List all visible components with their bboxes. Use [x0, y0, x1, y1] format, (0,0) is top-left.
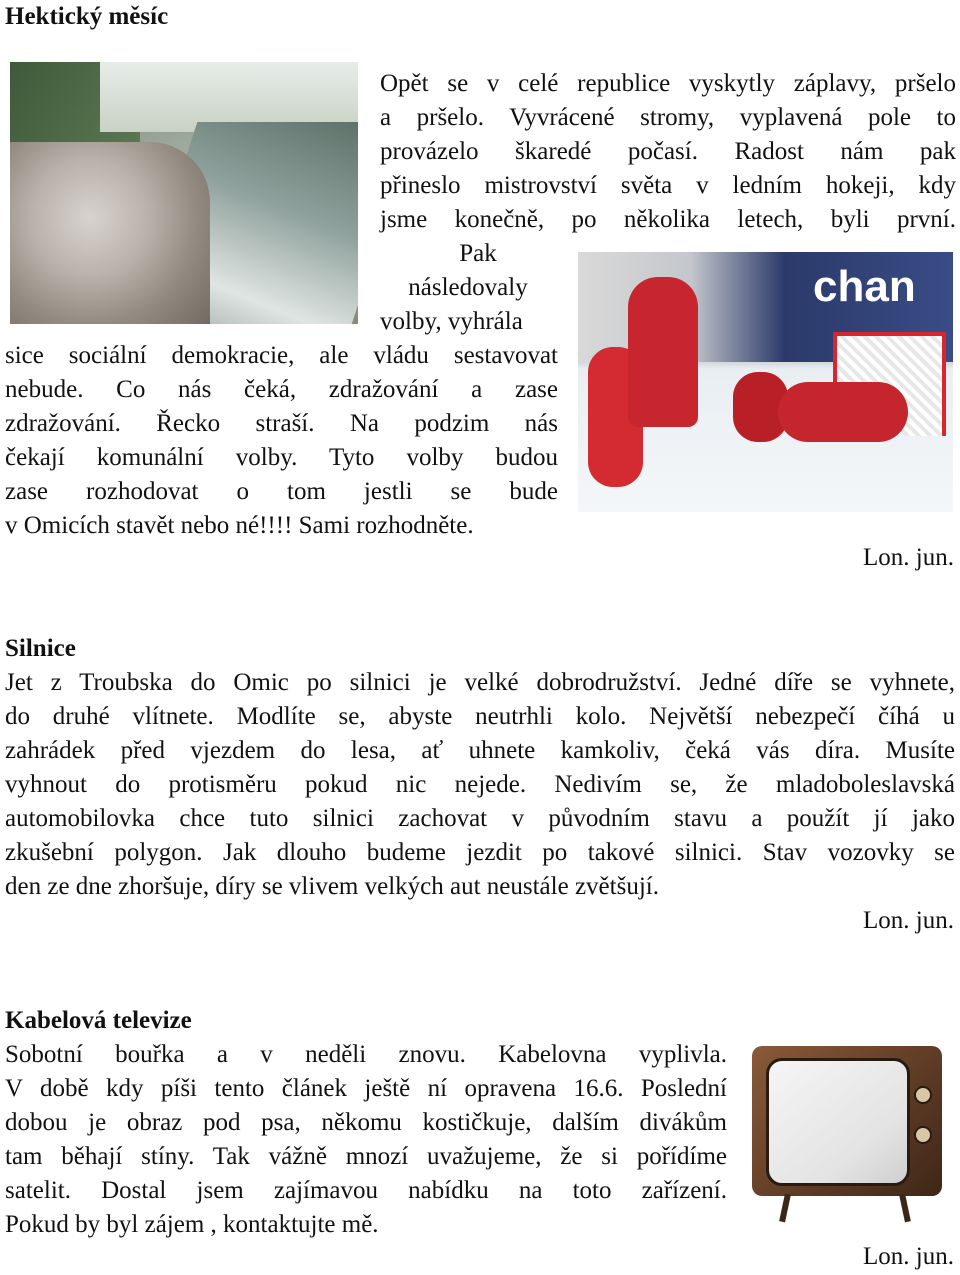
article1-line: nebude. Co nás čeká, zdražování a zase [5, 376, 558, 403]
article1-line: provázelo škaredé počasí. Radost nám pak [380, 138, 956, 165]
article1-signature: Lon. jun. [863, 544, 954, 571]
television-image [752, 1046, 948, 1224]
article1-line: zdražování. Řecko straší. Na podzim nás [5, 410, 558, 437]
article1-line: přineslo mistrovství světa v ledním hokeji, kdy [380, 172, 956, 199]
hockey-board-logo-text: chan [813, 262, 916, 311]
article2-line: zahrádek před vjezdem do lesa, ať uhnete kamkoliv, čeká vás díra. Musíte [5, 737, 955, 764]
article1-line: Opět se v celé republice vyskytly záplavy, pršelo [380, 70, 956, 97]
article2-line: vyhnout do protisměru pokud nic nejede. Nedivím se, že mladoboleslavská [5, 771, 955, 798]
article2-signature: Lon. jun. [863, 907, 954, 934]
article3-line: V době kdy píši tento článek ještě ní opravena 16.6. Poslední [5, 1075, 727, 1102]
article1-line: v Omicích stavět nebo né!!!! Sami rozhodněte. [5, 512, 474, 539]
flood-photo [10, 62, 358, 324]
tv-screen [766, 1058, 910, 1186]
tv-knob-icon [914, 1086, 932, 1104]
article1-line: Pak [459, 240, 497, 267]
article1-line: volby, vyhrála [380, 308, 523, 335]
article3-line: dobou je obraz pod psa, někomu kostičkuje, dalším divákům [5, 1109, 727, 1136]
article2-line: Jet z Troubska do Omic po silnici je velké dobrodružství. Jedné díře se vyhnete, [5, 669, 955, 696]
article1-line: zase rozhodovat o tom jestli se bude [5, 478, 558, 505]
article-title-hekticky-mesic: Hektický měsíc [5, 3, 169, 30]
article2-line: do druhé vlítnete. Modlíte se, abyste neutrhli kolo. Největší nebezpečí číhá u [5, 703, 955, 730]
article3-line: Sobotní bouřka a v neděli znovu. Kabelovna vyplivla. [5, 1041, 727, 1068]
tv-knob-icon [914, 1126, 932, 1144]
article1-line: jsme konečně, po několika letech, byli první. [380, 206, 956, 233]
article2-line: automobilovka chce tuto silnici zachovat v původním stavu a použít jí jako [5, 805, 955, 832]
article-title-kabelova-televize: Kabelová televize [5, 1007, 192, 1034]
article1-line: sice sociální demokracie, ale vládu sestavovat [5, 342, 558, 369]
article2-line: zkušební polygon. Jak dlouho budeme jezdit po takové silnici. Stav vozovky se [5, 839, 955, 866]
article1-line: čekají komunální volby. Tyto volby budou [5, 444, 558, 471]
article3-signature: Lon. jun. [863, 1243, 954, 1270]
article-title-silnice: Silnice [5, 635, 76, 662]
article1-line: následovaly [408, 274, 528, 301]
article2-line: den ze dne zhoršuje, díry se vlivem velkých aut neustále zvětšují. [5, 873, 659, 900]
article3-line: tam běhají stíny. Tak vážně mnozí uvažujeme, že si pořídíme [5, 1143, 727, 1170]
article3-line: satelit. Dostal jsem zajímavou nabídku na toto zařízení. [5, 1177, 727, 1204]
article1-line: a pršelo. Vyvrácené stromy, vyplavená pole to [380, 104, 956, 131]
article3-line: Pokud by byl zájem , kontaktujte mě. [5, 1211, 379, 1238]
hockey-photo [578, 252, 953, 512]
